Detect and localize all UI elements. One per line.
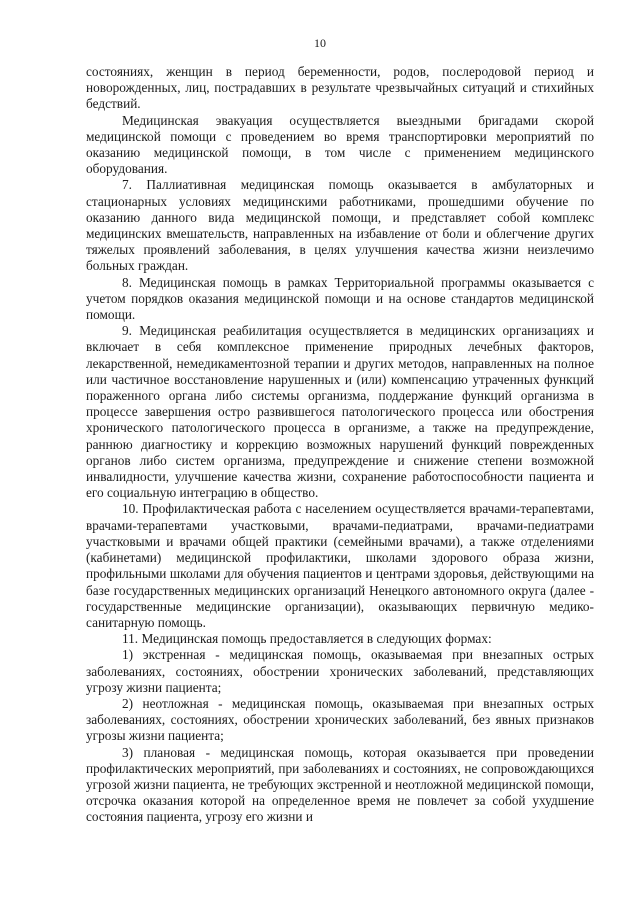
paragraph-9-rehabilitation: 9. Медицинская реабилитация осуществляется в медицинских организациях и включает в себя комплексное применение природных лечебных факторов, лекарственной, немедикаментозной терапии и других методов, направленных на полное или частичное восстановление нарушенных и (или) компенсацию утраченных функций пораженного органа либо системы организма, поддержание функций организма в процессе завершения остро развившегося патологического процесса или обострения хронического патологического процесса в организме, а также на предупреждение, раннюю диагностику и коррекцию возможных нарушений функций поврежденных органов либо систем организма, предупреждение и снижение степени возможной инвалидности, улучшение качества жизни, сохранение работоспособности пациента и его социальную интеграцию в общество.	[86, 323, 594, 501]
paragraph-medical-evacuation: Медицинская эвакуация осуществляется выездными бригадами скорой медицинской помощи с проведением во время транспортировки мероприятий по оказанию медицинской помощи, в том числе с применением медицинского оборудования.	[86, 112, 594, 177]
paragraph-7-palliative-care: 7. Паллиативная медицинская помощь оказывается в амбулаторных и стационарных условиях медицинскими работниками, прошедшими обучение по оказанию данного вида медицинской помощи, и представляет собой комплекс медицинских вмешательств, направленных на избавление от боли и облегчение других тяжелых проявлений заболевания, в целях улучшения качества жизни неизлечимо больных граждан.	[86, 177, 594, 274]
document-body	[86, 64, 594, 826]
list-item-urgent: 2) неотложная - медицинская помощь, оказываемая при внезапных острых заболеваниях, состояниях, обострении хронических заболеваний, без явных признаков угрозы жизни пациента;	[86, 695, 594, 744]
paragraph-10-prevention: 10. Профилактическая работа с населением осуществляется врачами-терапевтами, врачами-терапевтами участковыми, врачами-педиатрами, врачами-педиатрами участковыми и врачами общей практики (семейными врачами), а также отделениями (кабинетами) медицинской профилактики, школами здорового образа жизни, профильными школами для обучения пациентов и центрами здоровья, действующими на базе государственных медицинских организаций Ненецкого автономного округа (далее - государственные медицинские организации), оказывающих первичную медико-санитарную помощь.	[86, 501, 594, 630]
paragraph-8-standards: 8. Медицинская помощь в рамках Территориальной программы оказывается с учетом порядков оказания медицинской помощи и на основе стандартов медицинской помощи.	[86, 274, 594, 323]
page-number: 10	[314, 36, 326, 50]
list-item-planned: 3) плановая - медицинская помощь, которая оказывается при проведении профилактических мероприятий, при заболеваниях и состояниях, не сопровождающихся угрозой жизни пациента, не требующих экстренной и неотложной медицинской помощи, отсрочка оказания которой на определенное время не повлечет за собой ухудшение состояния пациента, угрозу его жизни и	[86, 744, 594, 825]
paragraph-11-forms-of-care: 11. Медицинская помощь предоставляется в следующих формах:	[122, 631, 492, 647]
paragraph-continuation: состояниях, женщин в период беременности, родов, послеродовой период и новорожденных, лиц, пострадавших в результате чрезвычайных ситуаций и стихийных бедствий.	[86, 64, 594, 112]
list-item-emergency: 1) экстренная - медицинская помощь, оказываемая при внезапных острых заболеваниях, состояниях, обострении хронических заболеваний, представляющих угрозу жизни пациента;	[86, 647, 594, 695]
